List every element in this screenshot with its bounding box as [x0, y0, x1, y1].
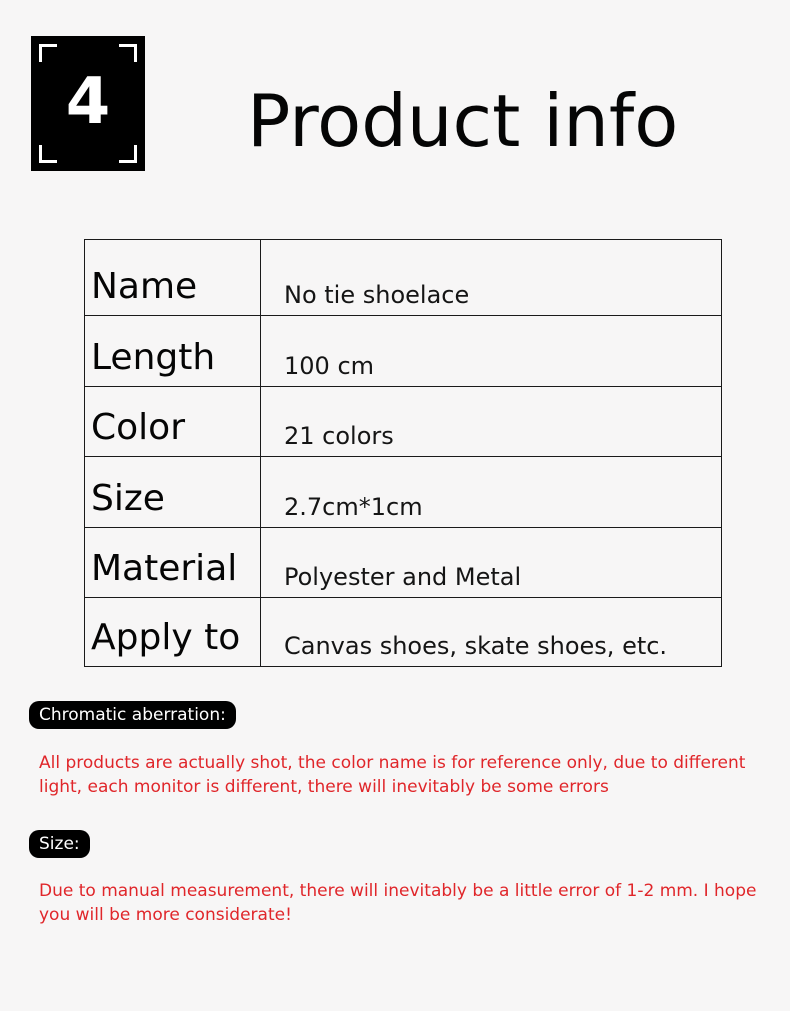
table-row-color	[85, 386, 721, 456]
row-label: Size	[85, 457, 261, 527]
row-label: Length	[85, 316, 261, 386]
page-title: Product info	[247, 79, 679, 163]
row-value: 21 colors	[284, 422, 394, 450]
bracket-corner-bottom-right	[119, 145, 137, 163]
table-row-length	[85, 315, 721, 386]
row-value: 2.7cm*1cm	[284, 493, 423, 521]
row-label: Material	[85, 528, 261, 597]
row-value: No tie shoelace	[284, 281, 470, 309]
chromatic-aberration-note: All products are actually shot, the color name is for reference only, due to different light, each monitor is different, there will inevitably be some errors	[39, 753, 746, 797]
row-value: Polyester and Metal	[284, 563, 522, 591]
product-spec-table	[84, 239, 722, 667]
table-row-material	[85, 527, 721, 597]
row-label: Name	[85, 240, 261, 315]
chromatic-aberration-heading: Chromatic aberration:	[29, 701, 236, 729]
bracket-corner-bottom-left	[39, 145, 57, 163]
row-label: Color	[85, 387, 261, 456]
bracket-corner-top-right	[119, 44, 137, 62]
section-number-badge	[31, 36, 145, 171]
row-label: Apply to	[85, 598, 261, 666]
table-row-apply-to	[85, 597, 721, 666]
size-heading: Size:	[29, 830, 90, 858]
row-value: Canvas shoes, skate shoes, etc.	[284, 632, 668, 660]
table-row-size	[85, 456, 721, 527]
row-value: 100 cm	[284, 352, 375, 380]
table-row-name	[85, 240, 721, 315]
bracket-corner-top-left	[39, 44, 57, 62]
section-number: 4	[65, 65, 111, 139]
size-note: Due to manual measurement, there will inevitably be a little error of 1-2 mm. I hope you will be more considerate!	[39, 881, 757, 925]
